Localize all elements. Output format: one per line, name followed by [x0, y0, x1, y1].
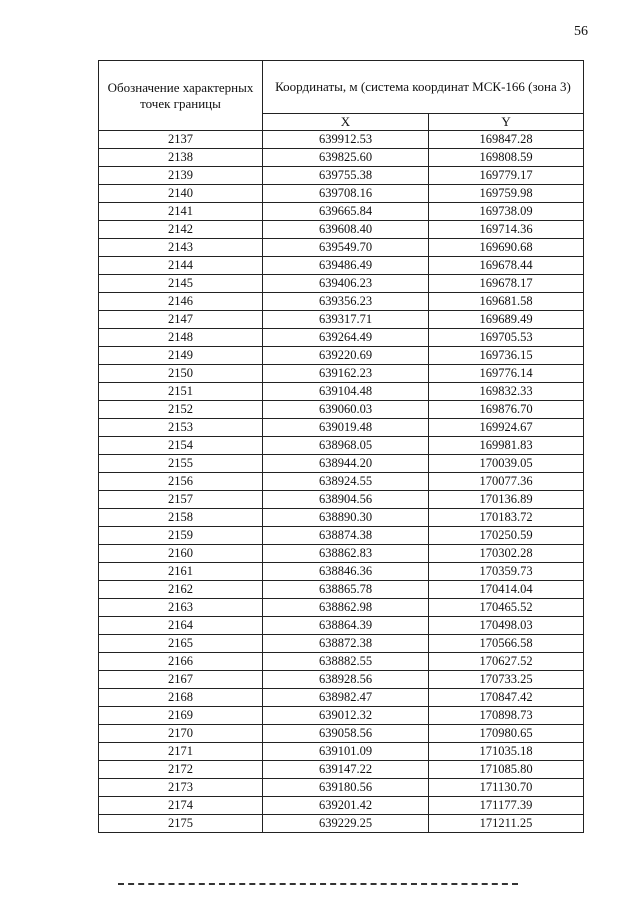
point-id-cell: 2155: [99, 455, 263, 473]
point-id-cell: 2163: [99, 599, 263, 617]
y-value-cell: 170183.72: [429, 509, 584, 527]
point-id-cell: 2142: [99, 221, 263, 239]
point-id-cell: 2160: [99, 545, 263, 563]
y-value-cell: 170359.73: [429, 563, 584, 581]
table-row: [99, 329, 584, 347]
table-row: [99, 743, 584, 761]
x-value-cell: 639104.48: [263, 383, 429, 401]
table-row: [99, 527, 584, 545]
x-value-cell: 639825.60: [263, 149, 429, 167]
x-value-cell: 638904.56: [263, 491, 429, 509]
header-coordinates: Координаты, м (система координат МСК-166 (зона 3): [263, 61, 584, 114]
page-number: 56: [574, 24, 588, 39]
table-row: [99, 185, 584, 203]
y-value-cell: 169690.68: [429, 239, 584, 257]
table-row: [99, 707, 584, 725]
y-value-cell: 169681.58: [429, 293, 584, 311]
x-value-cell: 639608.40: [263, 221, 429, 239]
table-row: [99, 761, 584, 779]
point-id-cell: 2144: [99, 257, 263, 275]
x-value-cell: 639486.49: [263, 257, 429, 275]
x-value-cell: 639180.56: [263, 779, 429, 797]
table-row: [99, 635, 584, 653]
point-id-cell: 2164: [99, 617, 263, 635]
y-value-cell: 170566.58: [429, 635, 584, 653]
footer-rule: [118, 883, 518, 885]
table-row: [99, 455, 584, 473]
table-row: [99, 545, 584, 563]
point-id-cell: 2138: [99, 149, 263, 167]
point-id-cell: 2152: [99, 401, 263, 419]
x-value-cell: 639060.03: [263, 401, 429, 419]
x-value-cell: 639755.38: [263, 167, 429, 185]
point-id-cell: 2159: [99, 527, 263, 545]
y-value-cell: 170898.73: [429, 707, 584, 725]
point-id-cell: 2169: [99, 707, 263, 725]
point-id-cell: 2143: [99, 239, 263, 257]
table-row: [99, 419, 584, 437]
table-row: [99, 293, 584, 311]
table-row: [99, 167, 584, 185]
table-row: [99, 383, 584, 401]
y-value-cell: 169736.15: [429, 347, 584, 365]
point-id-cell: 2141: [99, 203, 263, 221]
table-row: [99, 365, 584, 383]
y-value-cell: 171130.70: [429, 779, 584, 797]
x-value-cell: 639549.70: [263, 239, 429, 257]
y-value-cell: 169738.09: [429, 203, 584, 221]
x-value-cell: 638928.56: [263, 671, 429, 689]
table-row: [99, 491, 584, 509]
point-id-cell: 2147: [99, 311, 263, 329]
table-row: [99, 149, 584, 167]
x-value-cell: 638864.39: [263, 617, 429, 635]
table-row: [99, 815, 584, 833]
point-id-cell: 2162: [99, 581, 263, 599]
x-value-cell: 639912.53: [263, 131, 429, 149]
point-id-cell: 2146: [99, 293, 263, 311]
x-value-cell: 639317.71: [263, 311, 429, 329]
x-value-cell: 639356.23: [263, 293, 429, 311]
point-id-cell: 2158: [99, 509, 263, 527]
y-value-cell: 169705.53: [429, 329, 584, 347]
y-value-cell: 170627.52: [429, 653, 584, 671]
point-id-cell: 2151: [99, 383, 263, 401]
y-value-cell: 169759.98: [429, 185, 584, 203]
table-row: [99, 401, 584, 419]
x-value-cell: 638865.78: [263, 581, 429, 599]
y-value-cell: 170465.52: [429, 599, 584, 617]
point-id-cell: 2161: [99, 563, 263, 581]
y-value-cell: 171085.80: [429, 761, 584, 779]
point-id-cell: 2167: [99, 671, 263, 689]
y-value-cell: 170414.04: [429, 581, 584, 599]
y-value-cell: 170733.25: [429, 671, 584, 689]
y-value-cell: 169776.14: [429, 365, 584, 383]
table-row: [99, 275, 584, 293]
point-id-cell: 2168: [99, 689, 263, 707]
table-row: [99, 563, 584, 581]
x-value-cell: 638862.98: [263, 599, 429, 617]
point-id-cell: 2137: [99, 131, 263, 149]
x-value-cell: 638882.55: [263, 653, 429, 671]
x-value-cell: 638968.05: [263, 437, 429, 455]
x-value-cell: 638890.30: [263, 509, 429, 527]
table-row: [99, 257, 584, 275]
coordinates-table: [98, 60, 584, 833]
table-row: [99, 509, 584, 527]
header-row: [99, 61, 584, 114]
point-id-cell: 2139: [99, 167, 263, 185]
y-value-cell: 170250.59: [429, 527, 584, 545]
point-id-cell: 2150: [99, 365, 263, 383]
point-id-cell: 2154: [99, 437, 263, 455]
y-value-cell: 169876.70: [429, 401, 584, 419]
x-value-cell: 639058.56: [263, 725, 429, 743]
point-id-cell: 2149: [99, 347, 263, 365]
point-id-cell: 2157: [99, 491, 263, 509]
table-row: [99, 221, 584, 239]
x-value-cell: 639220.69: [263, 347, 429, 365]
x-value-cell: 638862.83: [263, 545, 429, 563]
x-value-cell: 638944.20: [263, 455, 429, 473]
header-y: Y: [429, 114, 584, 131]
y-value-cell: 171211.25: [429, 815, 584, 833]
point-id-cell: 2170: [99, 725, 263, 743]
point-id-cell: 2174: [99, 797, 263, 815]
table-row: [99, 779, 584, 797]
point-id-cell: 2148: [99, 329, 263, 347]
header-point-label: Обозначение характерных точек границы: [99, 61, 263, 131]
table-row: [99, 725, 584, 743]
y-value-cell: 169924.67: [429, 419, 584, 437]
point-id-cell: 2153: [99, 419, 263, 437]
point-id-cell: 2171: [99, 743, 263, 761]
table-row: [99, 617, 584, 635]
x-value-cell: 639708.16: [263, 185, 429, 203]
point-id-cell: 2140: [99, 185, 263, 203]
table-row: [99, 797, 584, 815]
table-row: [99, 653, 584, 671]
y-value-cell: 169689.49: [429, 311, 584, 329]
header-x: X: [263, 114, 429, 131]
y-value-cell: 169678.17: [429, 275, 584, 293]
y-value-cell: 170039.05: [429, 455, 584, 473]
table-row: [99, 311, 584, 329]
y-value-cell: 170498.03: [429, 617, 584, 635]
point-id-cell: 2172: [99, 761, 263, 779]
table-row: [99, 581, 584, 599]
x-value-cell: 639201.42: [263, 797, 429, 815]
x-value-cell: 639406.23: [263, 275, 429, 293]
x-value-cell: 638982.47: [263, 689, 429, 707]
x-value-cell: 639264.49: [263, 329, 429, 347]
x-value-cell: 638846.36: [263, 563, 429, 581]
x-value-cell: 639012.32: [263, 707, 429, 725]
point-id-cell: 2175: [99, 815, 263, 833]
x-value-cell: 639101.09: [263, 743, 429, 761]
y-value-cell: 170077.36: [429, 473, 584, 491]
x-value-cell: 639229.25: [263, 815, 429, 833]
table-row: [99, 347, 584, 365]
table-row: [99, 239, 584, 257]
x-value-cell: 638872.38: [263, 635, 429, 653]
y-value-cell: 170847.42: [429, 689, 584, 707]
y-value-cell: 170980.65: [429, 725, 584, 743]
y-value-cell: 171035.18: [429, 743, 584, 761]
table-row: [99, 689, 584, 707]
point-id-cell: 2166: [99, 653, 263, 671]
y-value-cell: 169779.17: [429, 167, 584, 185]
point-id-cell: 2156: [99, 473, 263, 491]
point-id-cell: 2173: [99, 779, 263, 797]
table-row: [99, 437, 584, 455]
y-value-cell: 169832.33: [429, 383, 584, 401]
y-value-cell: 169714.36: [429, 221, 584, 239]
table-body: [99, 131, 584, 833]
table-row: [99, 599, 584, 617]
table-row: [99, 203, 584, 221]
y-value-cell: 169981.83: [429, 437, 584, 455]
y-value-cell: 169847.28: [429, 131, 584, 149]
table-header: [99, 61, 584, 131]
x-value-cell: 639162.23: [263, 365, 429, 383]
y-value-cell: 169678.44: [429, 257, 584, 275]
table-row: [99, 671, 584, 689]
x-value-cell: 638874.38: [263, 527, 429, 545]
table-row: [99, 131, 584, 149]
y-value-cell: 171177.39: [429, 797, 584, 815]
table-row: [99, 473, 584, 491]
y-value-cell: 170136.89: [429, 491, 584, 509]
x-value-cell: 639147.22: [263, 761, 429, 779]
x-value-cell: 639019.48: [263, 419, 429, 437]
y-value-cell: 170302.28: [429, 545, 584, 563]
point-id-cell: 2165: [99, 635, 263, 653]
x-value-cell: 639665.84: [263, 203, 429, 221]
y-value-cell: 169808.59: [429, 149, 584, 167]
x-value-cell: 638924.55: [263, 473, 429, 491]
point-id-cell: 2145: [99, 275, 263, 293]
